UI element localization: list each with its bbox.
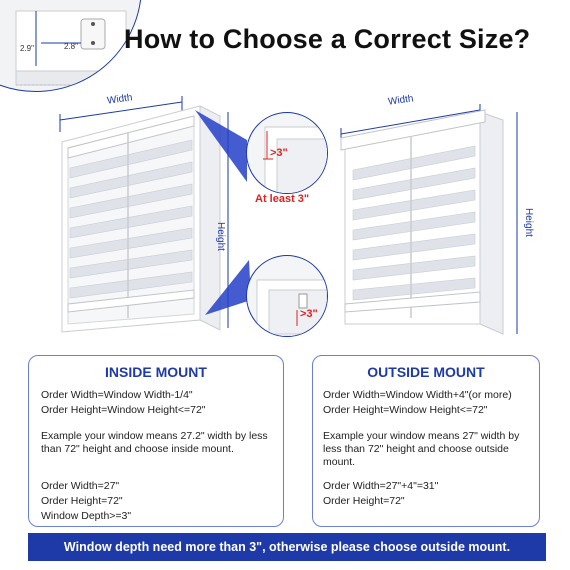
inside-width-label: Width	[106, 92, 134, 107]
bottom-depth-detail	[246, 255, 328, 337]
page-title: How to Choose a Correct Size?	[124, 24, 531, 54]
outside-example: Example your window means 27" width by less than 72" height and choose outside mount.	[323, 430, 520, 468]
inside-example: Example your window means 27.2" width by less than 72" height and choose inside mount.	[41, 430, 268, 455]
inside-window-depth: Window Depth>=3"	[41, 510, 132, 522]
inset-height-label: 2.9"	[20, 44, 34, 53]
outside-mount-diagram	[335, 98, 545, 343]
inside-formula-height: Order Height=Window Height<=72"	[41, 404, 206, 416]
inside-order-height: Order Height=72"	[41, 495, 123, 507]
inside-order-width: Order Width=27"	[41, 480, 120, 492]
outside-formula-width: Order Width=Window Width+4"(or more)	[323, 389, 512, 401]
detail-caption: At least 3"	[255, 193, 310, 205]
outside-mount-panel	[312, 355, 540, 527]
outside-height-label: Height	[523, 208, 534, 237]
outside-formula-height: Order Height=Window Height<=72"	[323, 404, 488, 416]
outside-order-height: Order Height=72"	[323, 495, 405, 507]
outside-mount-title: OUTSIDE MOUNT	[367, 364, 485, 380]
inside-height-label: Height	[215, 222, 226, 251]
detail-top-label: >3"	[270, 147, 288, 159]
outside-width-label: Width	[387, 93, 415, 108]
outside-order-width: Order Width=27"+4"=31"	[323, 480, 439, 492]
depth-warning-banner: Window depth need more than 3", otherwise please choose outside mount.	[28, 533, 546, 561]
inside-mount-panel	[28, 355, 284, 527]
inside-mount-title: INSIDE MOUNT	[105, 364, 207, 380]
inside-formula-width: Order Width=Window Width-1/4"	[41, 389, 193, 401]
inset-width-label: 2.8"	[64, 42, 78, 51]
detail-bottom-label: >3"	[300, 308, 318, 320]
